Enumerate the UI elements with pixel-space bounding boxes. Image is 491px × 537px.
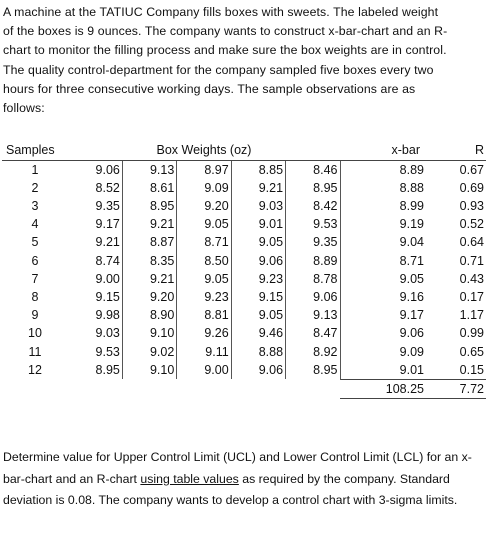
weight-cell: 9.98	[68, 306, 122, 324]
weight-cell: 9.05	[177, 215, 231, 233]
weight-cell: 8.52	[68, 179, 122, 197]
sample-number-cell: 3	[31, 198, 39, 213]
sample-number-cell: 1	[31, 162, 39, 177]
intro-line: hours for three consecutive working days. The sample observations are as	[3, 81, 416, 96]
xbar-cell: 9.09	[399, 344, 424, 359]
table-header-row	[2, 141, 486, 160]
question-underlined: using table values	[140, 471, 239, 486]
range-cell: 0.64	[459, 235, 484, 250]
xbar-cell: 9.04	[399, 235, 424, 250]
intro-line: A machine at the TATIUC Company fills boxes with sweets. The labeled weight	[3, 5, 439, 19]
weight-cell: 9.15	[231, 288, 285, 306]
sample-number-cell: 10	[28, 326, 42, 341]
weight-cell: 9.01	[231, 215, 285, 233]
weight-cell: 9.21	[68, 233, 122, 251]
range-cell: 0.43	[459, 271, 484, 286]
sample-number-cell: 12	[28, 362, 42, 377]
xbar-cell: 9.01	[399, 362, 424, 377]
table-body	[2, 161, 486, 399]
range-cell: 0.69	[459, 180, 484, 195]
weight-cell: 9.02	[122, 343, 176, 361]
weight-cell: 8.89	[286, 252, 340, 270]
sample-table-container	[2, 141, 486, 399]
weight-cell: 9.15	[68, 288, 122, 306]
weight-cell: 9.35	[286, 233, 340, 251]
range-cell: 0.67	[459, 162, 484, 177]
table-row	[2, 233, 486, 251]
weight-cell: 9.11	[177, 343, 231, 361]
xbar-cell: 9.05	[399, 271, 424, 286]
table-row	[2, 197, 486, 215]
question-part1: Determine value for Upper Control Limit (UCL) and Lower Control Limit (LCL) for an x-bar-chart and an R-chart	[3, 450, 472, 486]
weight-cell: 9.05	[231, 306, 285, 324]
weight-cell: 8.95	[68, 361, 122, 380]
table-row	[2, 324, 486, 342]
table-row	[2, 179, 486, 197]
intro-line: The quality control-department for the company sampled five boxes every two	[3, 62, 434, 77]
question-part2: as required by the company. Standard deviation is 0.08. The company wants to develop a control chart with 3-sigma limits.	[3, 471, 458, 507]
weight-cell: 9.06	[68, 161, 122, 179]
weight-cell: 9.21	[231, 179, 285, 197]
range-total-cell: 7.72	[426, 379, 486, 398]
xbar-cell: 8.99	[399, 198, 424, 213]
weight-cell: 9.13	[122, 161, 176, 179]
weight-cell: 9.17	[68, 215, 122, 233]
header-samples: Samples	[2, 141, 68, 160]
weight-cell: 8.95	[122, 197, 176, 215]
sample-number-cell: 5	[31, 235, 39, 250]
weight-cell: 8.85	[231, 161, 285, 179]
header-xbar: x-bar	[340, 141, 426, 160]
weight-cell: 8.61	[122, 179, 176, 197]
sample-number-cell: 11	[28, 344, 42, 359]
sample-number-cell: 6	[31, 253, 39, 268]
table-row	[2, 270, 486, 288]
range-cell: 0.93	[459, 198, 484, 213]
weight-cell: 9.10	[122, 324, 176, 342]
weight-cell: 9.20	[177, 197, 231, 215]
problem-intro	[3, 3, 487, 118]
weight-cell: 9.35	[68, 197, 122, 215]
weight-cell: 8.87	[122, 233, 176, 251]
table-row	[2, 343, 486, 361]
xbar-cell: 9.17	[399, 308, 424, 323]
weight-cell: 8.92	[286, 343, 340, 361]
weight-cell: 9.05	[177, 270, 231, 288]
weight-cell: 9.00	[68, 270, 122, 288]
table-row	[2, 252, 486, 270]
xbar-cell: 9.16	[399, 289, 424, 304]
weight-cell: 8.81	[177, 306, 231, 324]
weight-cell: 8.35	[122, 252, 176, 270]
table-row	[2, 288, 486, 306]
question-text	[3, 447, 489, 512]
weight-cell: 9.06	[231, 361, 285, 380]
weight-cell: 8.95	[286, 361, 340, 380]
weight-cell: 9.06	[286, 288, 340, 306]
totals-spacer	[2, 379, 340, 398]
weight-cell: 8.47	[286, 324, 340, 342]
table-row	[2, 161, 486, 179]
xbar-cell: 8.71	[399, 253, 424, 268]
weight-cell: 9.03	[231, 197, 285, 215]
xbar-cell: 8.88	[399, 180, 424, 195]
table-row	[2, 361, 486, 380]
sample-number-cell: 9	[31, 308, 39, 323]
weight-cell: 8.97	[177, 161, 231, 179]
weight-cell: 9.00	[177, 361, 231, 380]
weight-cell: 8.95	[286, 179, 340, 197]
sample-table	[2, 141, 486, 399]
weight-cell: 9.53	[286, 215, 340, 233]
weight-cell: 9.23	[177, 288, 231, 306]
range-cell: 0.65	[459, 344, 484, 359]
xbar-cell: 9.06	[399, 326, 424, 341]
range-cell: 0.71	[459, 253, 484, 268]
weight-cell: 9.21	[122, 270, 176, 288]
weight-cell: 8.46	[286, 161, 340, 179]
range-cell: 0.15	[459, 362, 484, 377]
header-r: R	[426, 141, 486, 160]
totals-row	[2, 379, 486, 398]
weight-cell: 8.74	[68, 252, 122, 270]
weight-cell: 9.21	[122, 215, 176, 233]
weight-cell: 9.05	[231, 233, 285, 251]
xbar-cell: 9.19	[399, 217, 424, 232]
weight-cell: 9.23	[231, 270, 285, 288]
sample-number-cell: 7	[31, 271, 39, 286]
weight-cell: 8.50	[177, 252, 231, 270]
sample-number-cell: 4	[31, 217, 39, 232]
weight-cell: 9.26	[177, 324, 231, 342]
weight-cell: 9.46	[231, 324, 285, 342]
weight-cell: 9.13	[286, 306, 340, 324]
header-box-weights: Box Weights (oz)	[68, 141, 340, 160]
weight-cell: 8.90	[122, 306, 176, 324]
intro-line: follows:	[3, 101, 45, 116]
intro-line: of the boxes is 9 ounces. The company wants to construct x-bar-chart and an R-	[3, 24, 448, 39]
weight-cell: 9.10	[122, 361, 176, 380]
weight-cell: 8.88	[231, 343, 285, 361]
weight-cell: 9.09	[177, 179, 231, 197]
table-row	[2, 215, 486, 233]
xbar-total-cell: 108.25	[340, 379, 426, 398]
sample-number-cell: 2	[31, 180, 39, 195]
intro-line: chart to monitor the filling process and make sure the box weights are in control.	[3, 43, 447, 58]
range-cell: 0.99	[459, 326, 484, 341]
weight-cell: 8.42	[286, 197, 340, 215]
range-cell: 1.17	[459, 308, 484, 323]
weight-cell: 9.20	[122, 288, 176, 306]
xbar-cell: 8.89	[399, 162, 424, 177]
table-row	[2, 306, 486, 324]
weight-cell: 8.71	[177, 233, 231, 251]
weight-cell: 9.06	[231, 252, 285, 270]
weight-cell: 8.78	[286, 270, 340, 288]
sample-number-cell: 8	[31, 289, 39, 304]
weight-cell: 9.03	[68, 324, 122, 342]
range-cell: 0.52	[459, 217, 484, 232]
range-cell: 0.17	[459, 289, 484, 304]
weight-cell: 9.53	[68, 343, 122, 361]
